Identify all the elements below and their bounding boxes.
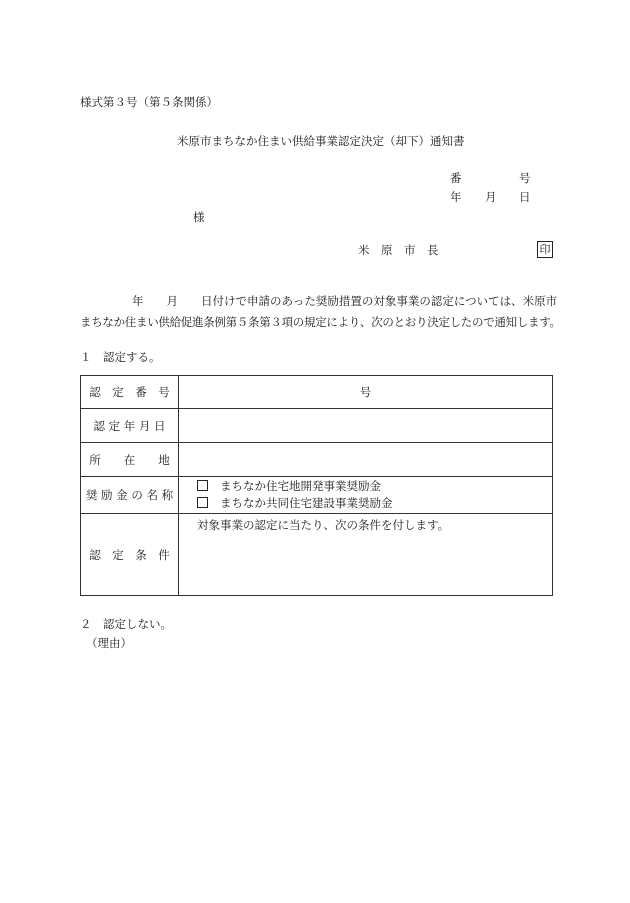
document-title: 米原市まちなか住まい供給事業認定決定（却下）通知書 [177, 134, 465, 148]
subsidy-option [197, 478, 552, 495]
subsidy-option-label: まちなか住宅地開発事業奨励金 [220, 479, 381, 493]
seal-mark: 印 [537, 241, 553, 258]
doc-number-go: 号 [519, 171, 531, 185]
label-location: 所 在 地 [81, 443, 179, 477]
checkbox-icon[interactable] [197, 497, 208, 508]
table-row [81, 514, 553, 596]
section1-heading: １ 認定する。 [80, 350, 161, 364]
value-cert-date [179, 409, 553, 443]
value-location [179, 443, 553, 477]
body-line-1: 年 月 日付けで申請のあった奨励措置の対象事業の認定については、米原市 [132, 294, 558, 308]
table-row [81, 443, 553, 477]
date-day: 日 [519, 190, 531, 204]
addressee-sama: 様 [193, 210, 205, 224]
date-year: 年 [450, 190, 462, 204]
table-row [81, 477, 553, 514]
date-month: 月 [485, 190, 497, 204]
value-cert-number: 号 [179, 376, 553, 409]
body-paragraph [80, 291, 561, 333]
subsidy-option-label: まちなか共同住宅建設事業奨励金 [220, 496, 393, 510]
table-row [81, 376, 553, 409]
section2-heading: ２ 認定しない。 [80, 617, 172, 631]
checkbox-icon[interactable] [197, 480, 208, 491]
label-cert-date: 認 定 年 月 日 [81, 409, 179, 443]
value-conditions: 対象事業の認定に当たり、次の条件を付します。 [179, 514, 553, 596]
issuer-name: 米 原 市 長 [358, 243, 439, 257]
label-conditions: 認 定 条 件 [81, 514, 179, 596]
form-number: 様式第３号（第５条関係） [80, 95, 218, 109]
label-cert-number: 認 定 番 号 [81, 376, 179, 409]
doc-number-ban: 番 [450, 171, 462, 185]
body-line-2: まちなか住まい供給促進条例第５条第３項の規定により、次のとおり決定したので通知します。 [80, 315, 561, 329]
label-subsidy-name: 奨 励 金 の 名 称 [81, 477, 179, 514]
table-row [81, 409, 553, 443]
certification-table [80, 375, 553, 596]
subsidy-option [197, 495, 552, 512]
reason-label: （理由） [86, 636, 132, 650]
value-subsidy-options [179, 477, 553, 514]
